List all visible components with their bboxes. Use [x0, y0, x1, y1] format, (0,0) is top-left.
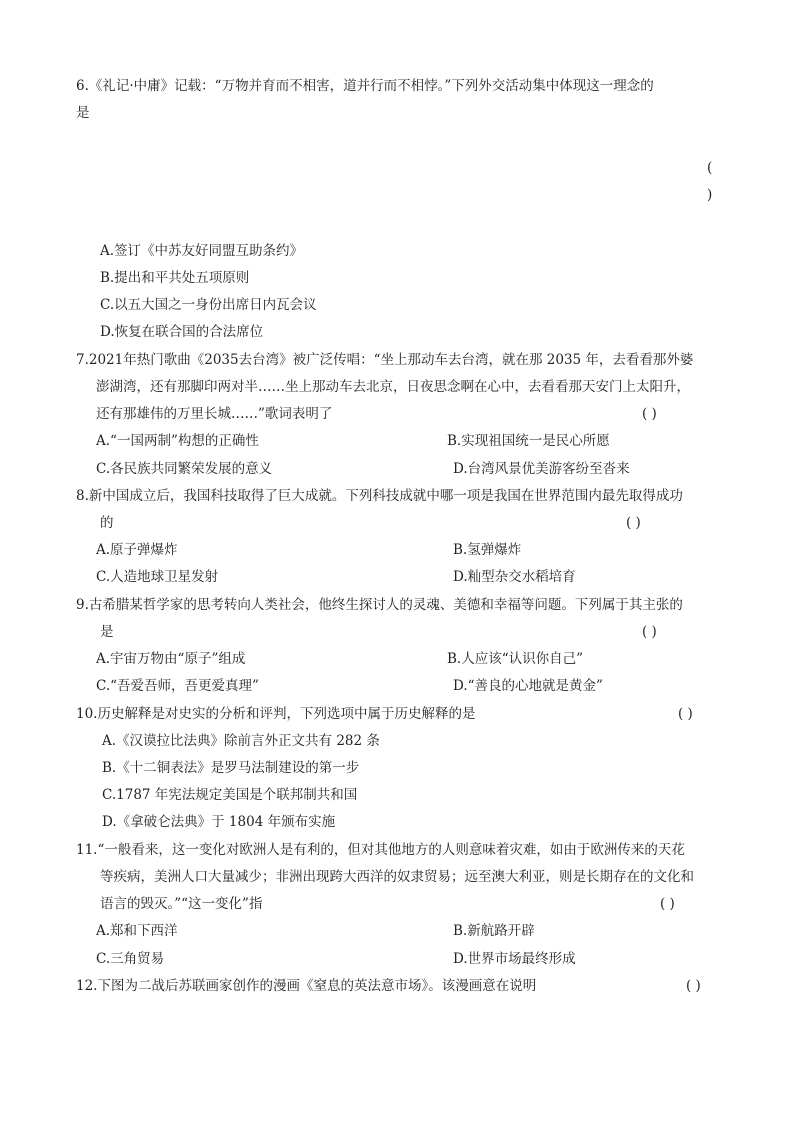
- q10-option-b: B.《十二铜表法》是罗马法制建设的第一步: [102, 760, 360, 776]
- q10-stem-line1: 10.历史解释是对史实的分析和评判，下列选项中属于历史解释的是: [76, 706, 476, 722]
- q11-option-c: C.三角贸易: [96, 951, 165, 967]
- q9-stem-line2: 是: [100, 624, 114, 640]
- q11-stem-line2: 等疾病，美洲人口大量减少；非洲出现跨大西洋的奴隶贸易；远至澳大利亚，则是长期存在的文化和: [100, 869, 694, 885]
- q11-option-d: D.世界市场最终形成: [453, 951, 576, 967]
- q8-answer-paren: ( ): [626, 515, 641, 531]
- q12-answer-paren: ( ): [686, 978, 701, 994]
- q7-option-a: A.“一国两制”构想的正确性: [96, 433, 259, 449]
- q9-option-a: A.宇宙万物由“原子”组成: [96, 651, 246, 667]
- q9-option-d: D.“善良的心地就是黄金”: [453, 678, 603, 694]
- q12-stem-line1: 12.下图为二战后苏联画家创作的漫画《窒息的英法意市场》。该漫画意在说明: [76, 978, 537, 994]
- q8-option-d: D.籼型杂交水稻培育: [453, 569, 576, 585]
- q10-option-d: D.《拿破仑法典》于 1804 年颁布实施: [102, 814, 336, 830]
- q9-option-c: C.“吾爱吾师，吾更爱真理”: [96, 678, 259, 694]
- q6-answer-paren-close: ): [707, 187, 713, 203]
- q6-stem-line1: 6.《礼记·中庸》记载：“万物并育而不相害，道并行而不相悖。”下列外交活动集中体现这一理念的: [76, 78, 654, 94]
- q6-answer-paren-open: (: [707, 160, 713, 176]
- q9-answer-paren: ( ): [642, 624, 657, 640]
- q6-option-a: A.签订《中苏友好同盟互助条约》: [100, 243, 304, 259]
- q10-option-a: A.《汉谟拉比法典》除前言外正文共有 282 条: [102, 733, 380, 749]
- q7-stem-line2: 澎湖湾，还有那脚印两对半……坐上那动车去北京，日夜思念啊在心中，去看看那天安门上太阳升，: [96, 379, 690, 395]
- q9-stem-line1: 9.古希腊某哲学家的思考转向人类社会，他终生探讨人的灵魂、美德和幸福等问题。下列属于其主张的: [76, 597, 683, 613]
- q6-stem-line2: 是: [76, 105, 90, 121]
- q7-answer-paren: ( ): [642, 406, 657, 422]
- q8-stem-line2: 的: [100, 515, 114, 531]
- q11-answer-paren: ( ): [660, 896, 675, 912]
- q8-option-b: B.氢弹爆炸: [453, 542, 522, 558]
- q11-option-a: A.郑和下西洋: [96, 923, 178, 939]
- q7-stem-line1: 7.2021年热门歌曲《2035去台湾》被广泛传唱：“坐上那动车去台湾，就在那 2035 年，去看看那外婆: [76, 352, 694, 368]
- q9-option-b: B.人应该“认识你自己”: [447, 651, 584, 667]
- q10-answer-paren: ( ): [678, 706, 693, 722]
- q7-option-b: B.实现祖国统一是民心所愿: [447, 433, 610, 449]
- q6-option-b: B.提出和平共处五项原则: [100, 270, 250, 286]
- q8-option-c: C.人造地球卫星发射: [96, 569, 219, 585]
- q6-option-d: D.恢复在联合国的合法席位: [100, 324, 264, 340]
- q7-option-c: C.各民族共同繁荣发展的意义: [96, 461, 273, 477]
- q11-option-b: B.新航路开辟: [453, 923, 535, 939]
- q11-stem-line3: 语言的毁灭。”“这一变化”指: [100, 896, 263, 912]
- q8-stem-line1: 8.新中国成立后，我国科技取得了巨大成就。下列科技成就中哪一项是我国在世界范围内最先取得成功: [76, 488, 683, 504]
- q11-stem-line1: 11.“一般看来，这一变化对欧洲人是有利的，但对其他地方的人则意味着灾难，如由于欧洲传来的天花: [76, 842, 685, 858]
- q6-option-c: C.以五大国之一身份出席日内瓦会议: [100, 297, 317, 313]
- q10-option-c: C.1787 年宪法规定美国是个联邦制共和国: [102, 787, 358, 803]
- q8-option-a: A.原子弹爆炸: [96, 542, 178, 558]
- q7-stem-line3: 还有那雄伟的万里长城……”歌词表明了: [96, 406, 333, 422]
- q7-option-d: D.台湾风景优美游客纷至沓来: [453, 461, 630, 477]
